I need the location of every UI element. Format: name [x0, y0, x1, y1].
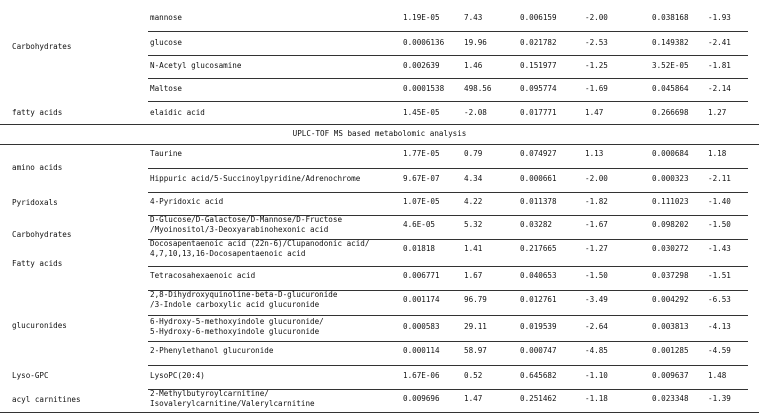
metabolite-name: /3-Indole carboxylic acid glucuronide [150, 300, 320, 309]
row-divider [148, 31, 748, 32]
metabolite-name: glucose [150, 38, 183, 47]
value-cell: 96.79 [464, 295, 487, 304]
value-cell: 0.217665 [520, 244, 557, 253]
value-cell: 0.79 [464, 149, 483, 158]
metabolite-name: /Myoinositol/3-Deoxyarabinohexonic acid [150, 225, 329, 234]
value-cell: 4.6E-05 [403, 220, 436, 229]
value-cell: -1.39 [708, 394, 731, 403]
metabolite-name: elaidic acid [150, 108, 205, 117]
value-cell: 1.18 [708, 149, 727, 158]
value-cell: 0.003813 [652, 322, 689, 331]
value-cell: 0.001285 [652, 346, 689, 355]
value-cell: 0.006771 [403, 271, 440, 280]
value-cell: 0.111023 [652, 197, 689, 206]
group-label: Lyso-GPC [12, 371, 49, 380]
group-label: Carbohydrates [12, 230, 72, 239]
value-cell: 0.037298 [652, 271, 689, 280]
value-cell: 0.266698 [652, 108, 689, 117]
section-title: UPLC-TOF MS based metabolomic analysis [292, 129, 467, 138]
row-divider [148, 315, 748, 316]
metabolite-name: Hippuric acid/5-Succinoylpyridine/Adrenochrome [150, 174, 361, 183]
value-cell: 3.52E-05 [652, 61, 689, 70]
group-label: Fatty acids [12, 259, 63, 268]
value-cell: 0.038168 [652, 13, 689, 22]
value-cell: -1.67 [585, 220, 608, 229]
value-cell: 1.45E-05 [403, 108, 440, 117]
value-cell: 0.017771 [520, 108, 557, 117]
value-cell: -2.11 [708, 174, 731, 183]
row-divider [148, 365, 748, 366]
value-cell: 4.22 [464, 197, 483, 206]
metabolite-name: LysoPC(20:4) [150, 371, 205, 380]
value-cell: 0.000583 [403, 322, 440, 331]
value-cell: -1.25 [585, 61, 608, 70]
value-cell: 0.074927 [520, 149, 557, 158]
value-cell: -1.82 [585, 197, 608, 206]
value-cell: 58.97 [464, 346, 487, 355]
group-label: fatty acids [12, 108, 63, 117]
value-cell: 0.012761 [520, 295, 557, 304]
value-cell: 0.001174 [403, 295, 440, 304]
value-cell: -1.40 [708, 197, 731, 206]
value-cell: -6.53 [708, 295, 731, 304]
row-divider [148, 266, 748, 267]
value-cell: 4.34 [464, 174, 483, 183]
value-cell: -1.10 [585, 371, 608, 380]
value-cell: 1.47 [585, 108, 604, 117]
value-cell: 1.47 [464, 394, 483, 403]
value-cell: -3.49 [585, 295, 608, 304]
value-cell: 7.43 [464, 13, 483, 22]
value-cell: 0.01818 [403, 244, 436, 253]
value-cell: 1.77E-05 [403, 149, 440, 158]
value-cell: -1.50 [585, 271, 608, 280]
value-cell: 0.151977 [520, 61, 557, 70]
metabolite-name: 2,8-Dihydroxyquinoline-beta-D-glucuronide [150, 290, 338, 299]
metabolite-name: D-Glucose/D-Galactose/D-Mannose/D-Fructose [150, 215, 343, 224]
value-cell: 0.000747 [520, 346, 557, 355]
value-cell: 498.56 [464, 84, 492, 93]
value-cell: 0.03282 [520, 220, 553, 229]
value-cell: 1.19E-05 [403, 13, 440, 22]
value-cell: 0.045864 [652, 84, 689, 93]
group-label: glucuronides [12, 321, 67, 330]
value-cell: 0.009637 [652, 371, 689, 380]
group-label: Pyridoxals [12, 198, 58, 207]
value-cell: 0.0006136 [403, 38, 445, 47]
value-cell: 1.67 [464, 271, 483, 280]
row-divider [148, 341, 748, 342]
value-cell: -1.69 [585, 84, 608, 93]
value-cell: 19.96 [464, 38, 487, 47]
value-cell: 0.019539 [520, 322, 557, 331]
metabolite-name: mannose [150, 13, 183, 22]
section-divider [0, 124, 759, 125]
value-cell: 0.098202 [652, 220, 689, 229]
value-cell: -1.93 [708, 13, 731, 22]
value-cell: 0.645682 [520, 371, 557, 380]
value-cell: -1.51 [708, 271, 731, 280]
value-cell: 1.13 [585, 149, 604, 158]
metabolite-name: 4,7,10,13,16-Docosapentaenoic acid [150, 249, 306, 258]
row-divider [148, 101, 748, 102]
value-cell: 0.000684 [652, 149, 689, 158]
header-rule [0, 144, 759, 145]
value-cell: 1.46 [464, 61, 483, 70]
value-cell: 1.27 [708, 108, 727, 117]
value-cell: 0.0001538 [403, 84, 445, 93]
metabolite-name: Isovalerylcarnitine/Valerylcarnitine [150, 399, 315, 408]
value-cell: 0.006159 [520, 13, 557, 22]
value-cell: 0.030272 [652, 244, 689, 253]
value-cell: -1.43 [708, 244, 731, 253]
metabolite-name: 4-Pyridoxic acid [150, 197, 224, 206]
value-cell: 0.009696 [403, 394, 440, 403]
value-cell: -2.08 [464, 108, 487, 117]
metabolite-name: Tetracosahexaenoic acid [150, 271, 256, 280]
metabolite-name: 2-Methylbutyroylcarnitine/ [150, 389, 269, 398]
metabolite-name: Docosapentaenoic acid (22n-6)/Clupanodonic acid/ [150, 239, 370, 248]
value-cell: 1.41 [464, 244, 483, 253]
metabolite-name: 5-Hydroxy-6-methoxyindole glucuronide [150, 327, 320, 336]
group-label: Carbohydrates [12, 42, 72, 51]
value-cell: 0.52 [464, 371, 483, 380]
value-cell: 1.48 [708, 371, 727, 380]
value-cell: 0.000323 [652, 174, 689, 183]
metabolite-name: 6-Hydroxy-5-methoxyindole glucuronide/ [150, 317, 324, 326]
value-cell: -2.53 [585, 38, 608, 47]
row-divider [148, 168, 748, 169]
row-divider [148, 192, 748, 193]
value-cell: 0.023348 [652, 394, 689, 403]
value-cell: 0.000114 [403, 346, 440, 355]
value-cell: -2.64 [585, 322, 608, 331]
value-cell: -1.27 [585, 244, 608, 253]
bottom-rule [0, 412, 759, 413]
value-cell: -1.50 [708, 220, 731, 229]
value-cell: 5.32 [464, 220, 483, 229]
row-divider [148, 78, 748, 79]
group-label: acyl carnitines [12, 395, 81, 404]
value-cell: 9.67E-07 [403, 174, 440, 183]
row-divider [148, 55, 748, 56]
metabolite-name: 2-Phenylethanol glucuronide [150, 346, 274, 355]
metabolite-name: Maltose [150, 84, 183, 93]
value-cell: 0.095774 [520, 84, 557, 93]
value-cell: 0.149382 [652, 38, 689, 47]
value-cell: -2.00 [585, 174, 608, 183]
value-cell: 0.004292 [652, 295, 689, 304]
value-cell: -4.59 [708, 346, 731, 355]
value-cell: -2.41 [708, 38, 731, 47]
value-cell: 1.07E-05 [403, 197, 440, 206]
value-cell: -4.13 [708, 322, 731, 331]
value-cell: -2.00 [585, 13, 608, 22]
metabolite-name: Taurine [150, 149, 183, 158]
value-cell: 1.67E-06 [403, 371, 440, 380]
value-cell: 0.000661 [520, 174, 557, 183]
value-cell: -1.18 [585, 394, 608, 403]
value-cell: 0.040653 [520, 271, 557, 280]
metabolite-name: N-Acetyl glucosamine [150, 61, 242, 70]
value-cell: 0.011378 [520, 197, 557, 206]
value-cell: 0.251462 [520, 394, 557, 403]
value-cell: -4.85 [585, 346, 608, 355]
value-cell: 0.021782 [520, 38, 557, 47]
value-cell: 29.11 [464, 322, 487, 331]
group-label: amino acids [12, 163, 63, 172]
value-cell: 0.002639 [403, 61, 440, 70]
value-cell: -2.14 [708, 84, 731, 93]
value-cell: -1.81 [708, 61, 731, 70]
